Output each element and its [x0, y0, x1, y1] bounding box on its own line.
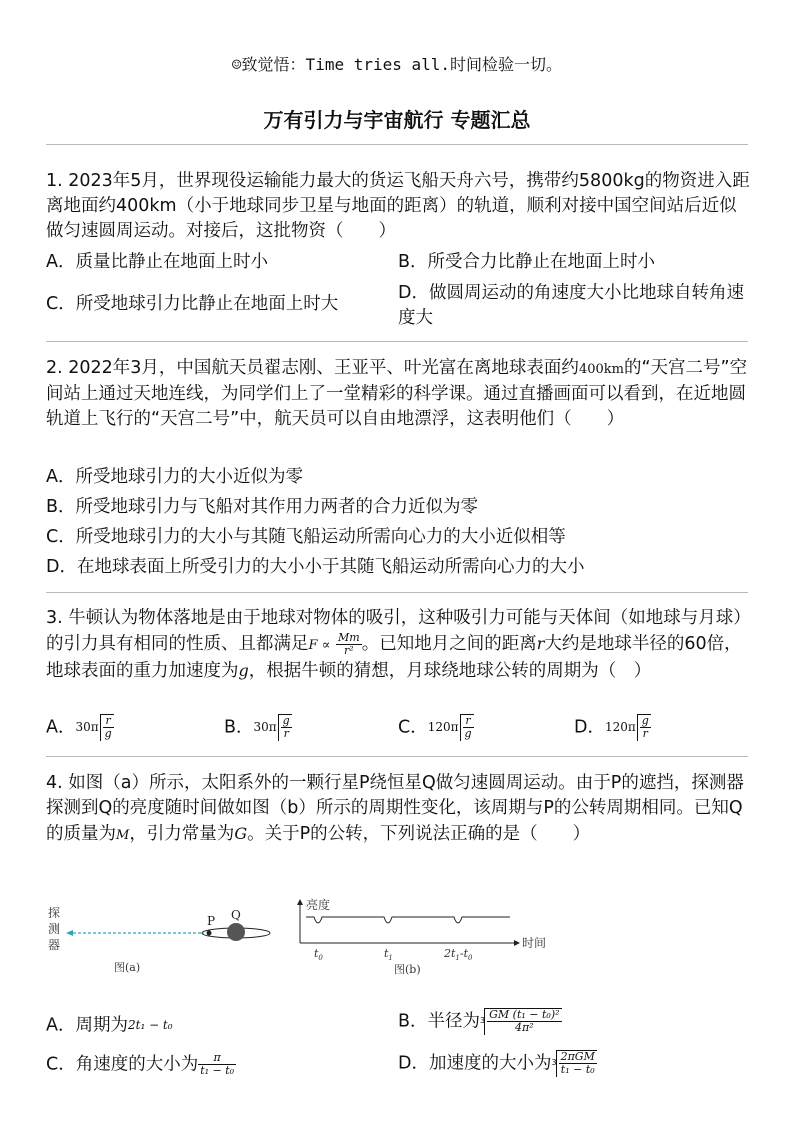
sqrt-sign — [100, 714, 114, 741]
detector-label-2: 测 — [48, 922, 61, 936]
root-index: 3 — [551, 1058, 557, 1067]
question-1-stem: 1. 2023年5月，世界现役运输能力最大的货运飞船天舟六号，携带约5800kg的物资进入距离地面约400km（小于地球同步卫星与地面的距离）的轨道，顺利对接中国空间站后近似做匀速圆周运动。对接后，这批物资（ ） — [46, 171, 750, 241]
option-denominator: 4π² — [515, 1021, 534, 1034]
tick-2t1-t0 — [443, 947, 473, 962]
question-1-option-a: A．质量比静止在地面上时小 — [46, 252, 268, 272]
brightness-curve — [306, 917, 510, 923]
sqrt-sign — [460, 714, 474, 741]
question-3-stem — [46, 606, 750, 684]
question-4-stem-part: ，引力常量为 — [129, 824, 235, 844]
question-3-option-a — [46, 714, 114, 741]
option-label: B．半径为 — [398, 1011, 481, 1032]
tick-t0-main: t — [314, 947, 319, 960]
option-denominator: g — [464, 727, 472, 740]
divider — [46, 592, 748, 593]
label-q: Q — [231, 908, 241, 922]
question-3-option-b — [224, 714, 292, 741]
option-coefficient: 120π — [604, 719, 636, 734]
question-4-option-c — [46, 1052, 236, 1078]
sqrt-sign — [484, 1008, 561, 1035]
star-q — [227, 923, 245, 941]
tick-minus-t: -t — [459, 947, 469, 960]
option-label: C． — [398, 717, 428, 738]
option-label: A． — [46, 717, 76, 738]
sqrt-sign — [637, 714, 651, 741]
question-2-option-c: C．所受地球引力的大小与其随飞船运动所需向心力的大小近似相等 — [46, 527, 566, 547]
option-fraction — [559, 1051, 597, 1076]
question-3-option-d — [574, 714, 651, 741]
option-denominator: r — [283, 727, 289, 740]
x-axis-label: 时间 — [522, 936, 547, 950]
question-4-stem-part: 。关于P的公转，下列说法正确的是（ ） — [247, 824, 591, 844]
option-numerator: π — [198, 1052, 236, 1065]
question-3-option-c — [398, 714, 474, 741]
option-coefficient: 30π — [75, 719, 99, 734]
y-arrow — [297, 899, 303, 905]
detector-label-1: 探 — [48, 906, 61, 920]
question-2-stem-part: 的“天宫二号”空间站上通过天地连线，为同学们上了一堂精彩的科学课。通过直播画面可以看到，在近地圆轨道上飞行的“天宫二号”中，航天员可以自由地漂浮，这表明他们（ ） — [46, 358, 748, 429]
option-coefficient: 120π — [427, 719, 459, 734]
question-2-option-a: A．所受地球引力的大小近似为零 — [46, 467, 303, 487]
question-2-stem — [46, 356, 750, 432]
question-1-option-b: B．所受合力比静止在地面上时小 — [398, 252, 656, 272]
variable-M: M — [116, 828, 130, 843]
tick-t0-sub: 0 — [318, 954, 323, 962]
option-expression: 2t₁ − t₀ — [127, 1018, 173, 1032]
tick-2t1: 2t — [444, 947, 456, 960]
question-1-option-d: D．做圆周运动的角速度大小比地球自转角速度大 — [398, 283, 744, 328]
question-3-stem-part: 3. 牛顿认为物体落地是由于地球对物体的吸引，这种吸引力可能与天体间（如地球与月球）的引力具有相同的性质、且都满足 — [46, 608, 743, 654]
question-4-option-a — [46, 1013, 173, 1039]
option-fraction — [463, 715, 474, 740]
option-fraction — [198, 1052, 236, 1077]
sqrt-sign — [556, 1050, 597, 1077]
formula-lhs: F ∝ — [308, 638, 331, 653]
page-title: 万有引力与宇宙航行 专题汇总 — [263, 108, 531, 132]
arrow-head — [66, 930, 73, 936]
formula-numerator: Mm — [338, 630, 360, 644]
y-axis-label: 亮度 — [306, 898, 331, 912]
planet-p — [207, 931, 212, 936]
option-coefficient: 30π — [253, 719, 277, 734]
option-fraction — [281, 715, 292, 740]
option-numerator: 2πGM — [560, 1050, 595, 1063]
sqrt-sign — [278, 714, 292, 741]
option-label: D．加速度的大小为 — [398, 1053, 552, 1074]
divider — [46, 756, 748, 757]
figure-orbit-brightness — [44, 895, 564, 985]
question-1-option-c: C．所受地球引力比静止在地面上时大 — [46, 294, 339, 314]
option-label: C．角速度的大小为 — [46, 1054, 199, 1075]
option-label: D． — [574, 717, 605, 738]
question-3-stem-part: 。已知地月之间的距离 — [361, 634, 537, 654]
question-4-stem-part: 4. 如图（a）所示，太阳系外的一颗行星P绕恒星Q做匀速圆周运动。由于P的遮挡，探测器探测到Q的亮度随时间做如图（b）所示的周期性变化，该周期与P的公转周期相同。已知Q的质量为 — [46, 773, 744, 844]
variable-G: G — [234, 824, 248, 843]
question-3-stem-part: ，根据牛顿的猜想，月球绕地球公转的周期为（ ） — [248, 661, 652, 681]
divider — [46, 144, 748, 145]
option-numerator: g — [282, 714, 290, 727]
x-arrow — [514, 940, 520, 946]
option-numerator: g — [641, 714, 649, 727]
option-numerator: r — [463, 715, 474, 728]
option-numerator: GM (t₁ − t₀)² — [489, 1008, 560, 1021]
question-2-distance: 400km — [578, 362, 624, 377]
tick-t0 — [314, 947, 323, 962]
question-4-stem — [46, 771, 750, 848]
caption-b: 图(b) — [394, 963, 421, 976]
tick-t1 — [384, 947, 393, 962]
motto: ☺致觉悟：Time tries all.时间检验一切。 — [231, 55, 563, 74]
option-numerator: r — [103, 715, 114, 728]
root-index: 3 — [480, 1016, 486, 1025]
question-2-option-d: D．在地球表面上所受引力的大小小于其随飞船运动所需向心力的大小 — [46, 557, 585, 577]
option-denominator: t₁ − t₀ — [560, 1063, 595, 1076]
formula-denominator: r² — [344, 643, 354, 657]
option-denominator: t₁ − t₀ — [200, 1064, 235, 1077]
question-2-stem-part: 2. 2022年3月，中国航天员翟志刚、王亚平、叶光富在离地球表面约 — [46, 358, 579, 378]
option-fraction — [487, 1009, 561, 1034]
tick-minus-t-sub: 0 — [468, 954, 473, 962]
caption-a: 图(a) — [114, 961, 141, 974]
option-label: A．周期为 — [46, 1015, 128, 1036]
detector-label-3: 器 — [48, 938, 61, 952]
question-4-option-d — [398, 1050, 597, 1077]
tick-t1-main: t — [384, 947, 389, 960]
option-label: B． — [224, 717, 254, 738]
question-4-option-b — [398, 1008, 562, 1035]
option-fraction — [640, 715, 651, 740]
tick-2t1-sub: 1 — [455, 954, 460, 962]
divider — [46, 341, 748, 342]
variable-r: r — [536, 634, 545, 653]
option-denominator: r — [642, 727, 648, 740]
formula-fraction — [336, 632, 362, 657]
label-p: P — [207, 914, 216, 928]
variable-g: g — [238, 661, 249, 680]
option-denominator: g — [104, 727, 112, 740]
question-2-option-b: B．所受地球引力与飞船对其作用力两者的合力近似为零 — [46, 497, 479, 517]
question-3-stem-part: 大约是地球半径的60倍，地球表面的重力加速度为 — [46, 634, 742, 681]
option-fraction — [103, 715, 114, 740]
tick-t1-sub: 1 — [388, 954, 393, 962]
